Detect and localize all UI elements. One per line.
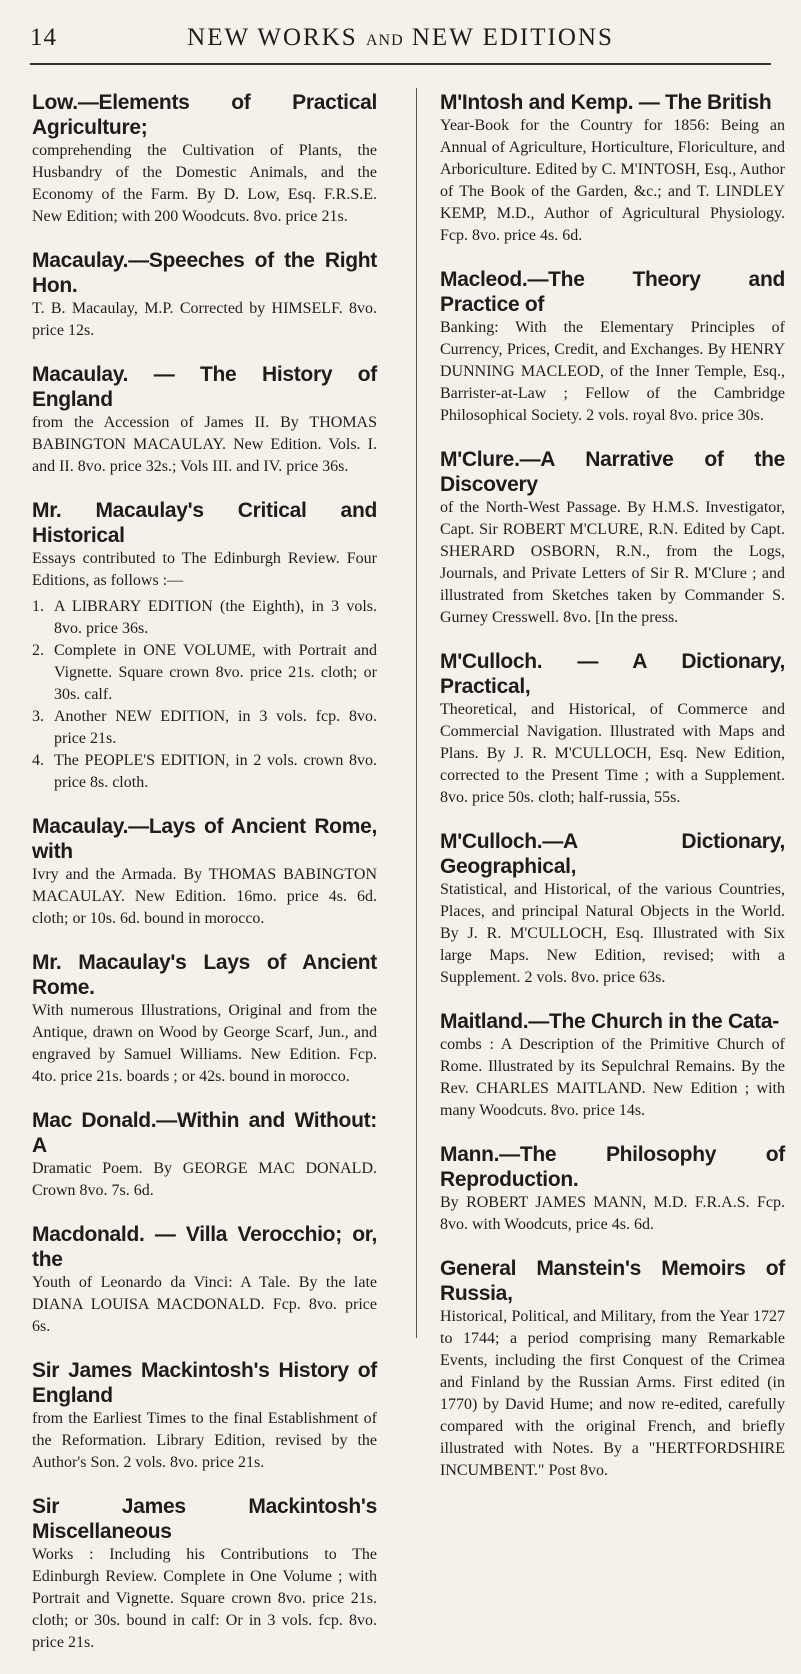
column-divider (416, 88, 417, 1338)
catalogue-entry (32, 1108, 377, 1202)
edition-list-item (32, 706, 377, 750)
entry-heading: Sir James Mackintosh's History of England (32, 1359, 377, 1407)
entry-body: comprehending the Cultivation of Plants, the Husbandry of the Domestic Animals, and the Economy of the Farm. By D. Low, Esq. F.R.S.E. New Edition; with 200 Woodcuts. 8vo. price 21s. (32, 142, 377, 225)
catalogue-entry (440, 649, 785, 809)
catalogue-entry (440, 447, 785, 629)
entry-heading: M'Culloch.—A Dictionary, Geographical, (440, 830, 785, 878)
entry-body: Dramatic Poem. By GEORGE MAC DONALD. Crown 8vo. 7s. 6d. (32, 1160, 377, 1199)
edition-list-item (32, 640, 377, 706)
edition-number: 3. (32, 708, 44, 725)
edition-list (32, 596, 377, 794)
catalogue-entry (440, 1142, 785, 1236)
entry-heading: Macleod.—The Theory and Practice of (440, 268, 785, 316)
running-title-right: NEW EDITIONS (411, 24, 614, 51)
entry-heading: Mann.—The Philosophy of Reproduction. (440, 1143, 785, 1191)
left-column (32, 90, 377, 1674)
entry-heading: Mr. Macaulay's Critical and Historical (32, 499, 377, 547)
catalogue-entry (32, 1358, 377, 1474)
entry-body: With numerous Illustrations, Original and from the Antique, drawn on Wood by George Scarf, Jun., and engraved by Samuel Williams. New Edition. Fcp. 4to. price 21s. boards ; or 42s. bound in morocco. (32, 1002, 377, 1085)
entry-heading: Macaulay. — The History of England (32, 363, 377, 411)
edition-number: 1. (32, 598, 44, 615)
entry-heading: Macaulay.—Speeches of the Right Hon. (32, 249, 377, 297)
edition-list-item (32, 750, 377, 794)
catalogue-entry (32, 362, 377, 478)
catalogue-entry (440, 1009, 785, 1122)
catalogue-entry (440, 829, 785, 989)
catalogue-entry (32, 90, 377, 228)
entry-heading: Macdonald. — Villa Verocchio; or, the (32, 1223, 377, 1271)
catalogue-entry (32, 1494, 377, 1654)
catalogue-entry (440, 267, 785, 427)
entry-heading: Sir James Mackintosh's Miscellaneous (32, 1495, 377, 1543)
entry-body: Theoretical, and Historical, of Commerce and Commercial Navigation. Illustrated with Maps and Plans. By J. R. M'CULLOCH, Esq. New Edition, corrected to the Present Time ; with a Supplement. 8vo. price 50s. cloth; half-russia, 55s. (440, 701, 785, 806)
entry-body: from the Earliest Times to the final Establishment of the Reformation. Library Edition, revised by the Author's Son. 2 vols. 8vo. price 21s. (32, 1410, 377, 1471)
edition-text: A LIBRARY EDITION (the Eighth), in 3 vols. 8vo. price 36s. (54, 598, 377, 637)
edition-list-item (32, 596, 377, 640)
page-header (30, 24, 771, 64)
entry-body: combs : A Description of the Primitive Church of Rome. Illustrated by its Sepulchral Remains. By the Rev. CHARLES MAITLAND. New Edition ; with many Woodcuts. 8vo. price 14s. (440, 1036, 785, 1119)
edition-number: 2. (32, 642, 44, 659)
entry-body: of the North-West Passage. By H.M.S. Investigator, Capt. Sir ROBERT M'CLURE, R.N. Edited by Capt. SHERARD OSBORN, R.N., from the Logs, Journals, and Private Letters of Sir R. M'Clure ; and illustrated from Sketches taken by Commander S. Gurney Cresswell. 8vo. [In the press. (440, 499, 785, 626)
edition-number: 4. (32, 752, 44, 769)
entry-body: Year-Book for the Country for 1856: Being an Annual of Agriculture, Horticulture, Floriculture, and Arboriculture. Edited by C. M'INTOSH, Esq., Author of The Book of the Garden, &c.; and T. LINDLEY KEMP, M.D., Author of Agricultural Physiology. Fcp. 8vo. price 4s. 6d. (440, 117, 785, 244)
entry-heading: M'Clure.—A Narrative of the Discovery (440, 448, 785, 496)
entry-heading: General Manstein's Memoirs of Russia, (440, 1257, 785, 1305)
catalogue-entry (32, 248, 377, 342)
entry-body: By ROBERT JAMES MANN, M.D. F.R.A.S. Fcp. 8vo. with Woodcuts, price 4s. 6d. (440, 1194, 785, 1233)
entry-heading: Low.—Elements of Practical Agriculture; (32, 91, 377, 139)
entry-heading: Mac Donald.—Within and Without: A (32, 1109, 377, 1157)
entry-body: Works : Including his Contributions to The Edinburgh Review. Complete in One Volume ; with Portrait and Vignette. Square crown 8vo. price 21s. cloth; or 30s. bound in calf: Or in 3 vols. fcp. 8vo. price 21s. (32, 1546, 377, 1651)
catalogue-entry (32, 1222, 377, 1338)
entry-body: Banking: With the Elementary Principles of Currency, Prices, Credit, and Exchanges. By HENRY DUNNING MACLEOD, of the Inner Temple, Esq., Barrister-at-Law ; Fellow of the Cambridge Philosophical Society. 2 vols. royal 8vo. price 30s. (440, 319, 785, 424)
entry-body: from the Accession of James II. By THOMAS BABINGTON MACAULAY. New Edition. Vols. I. and II. 8vo. price 32s.; Vols III. and IV. price 36s. (32, 414, 377, 475)
entry-heading: M'Culloch. — A Dictionary, Practical, (440, 650, 785, 698)
entry-body: Statistical, and Historical, of the various Countries, Places, and principal Natural Objects in the World. By J. R. M'CULLOCH, Esq. Illustrated with Six large Maps. New Edition, revised; with a Supplement. 2 vols. 8vo. price 63s. (440, 881, 785, 986)
edition-text: Another NEW EDITION, in 3 vols. fcp. 8vo. price 21s. (54, 708, 377, 747)
entry-body: Ivry and the Armada. By THOMAS BABINGTON MACAULAY. New Edition. 16mo. price 4s. 6d. cloth; or 10s. 6d. bound in morocco. (32, 866, 377, 927)
right-column (440, 90, 785, 1502)
entry-heading: Macaulay.—Lays of Ancient Rome, with (32, 815, 377, 863)
catalogue-entry (32, 814, 377, 930)
edition-text: The PEOPLE'S EDITION, in 2 vols. crown 8vo. price 8s. cloth. (54, 752, 377, 791)
running-title-left: NEW WORKS (187, 24, 358, 51)
entry-body: T. B. Macaulay, M.P. Corrected by HIMSELF. 8vo. price 12s. (32, 300, 377, 339)
running-title (30, 24, 771, 52)
entry-body: Youth of Leonardo da Vinci: A Tale. By the late DIANA LOUISA MACDONALD. Fcp. 8vo. price 6s. (32, 1274, 377, 1335)
entry-heading: Mr. Macaulay's Lays of Ancient Rome. (32, 951, 377, 999)
entry-body: Essays contributed to The Edinburgh Review. Four Editions, as follows :— (32, 550, 377, 589)
entry-heading: M'Intosh and Kemp. — The British (440, 91, 772, 114)
running-title-and: AND (365, 32, 404, 49)
catalogue-entry (440, 90, 785, 247)
entry-heading: Maitland.—The Church in the Cata- (440, 1010, 779, 1033)
catalogue-entry (32, 498, 377, 794)
catalogue-entry (32, 950, 377, 1088)
entry-body: Historical, Political, and Military, from the Year 1727 to 1744; a period comprising many Remarkable Events, including the first Conquest of the Crimea and Finland by the Russian Arms. First edited (in 1770) by David Hume; and now re-edited, carefully compared with the original French, and briefly illustrated with Notes. By a "HERTFORDSHIRE INCUMBENT." Post 8vo. (440, 1308, 785, 1479)
header-rule (30, 63, 771, 65)
catalogue-entry (440, 1256, 785, 1482)
page-number: 14 (30, 24, 57, 51)
edition-text: Complete in ONE VOLUME, with Portrait and Vignette. Square crown 8vo. price 21s. cloth; or 30s. calf. (54, 642, 377, 703)
